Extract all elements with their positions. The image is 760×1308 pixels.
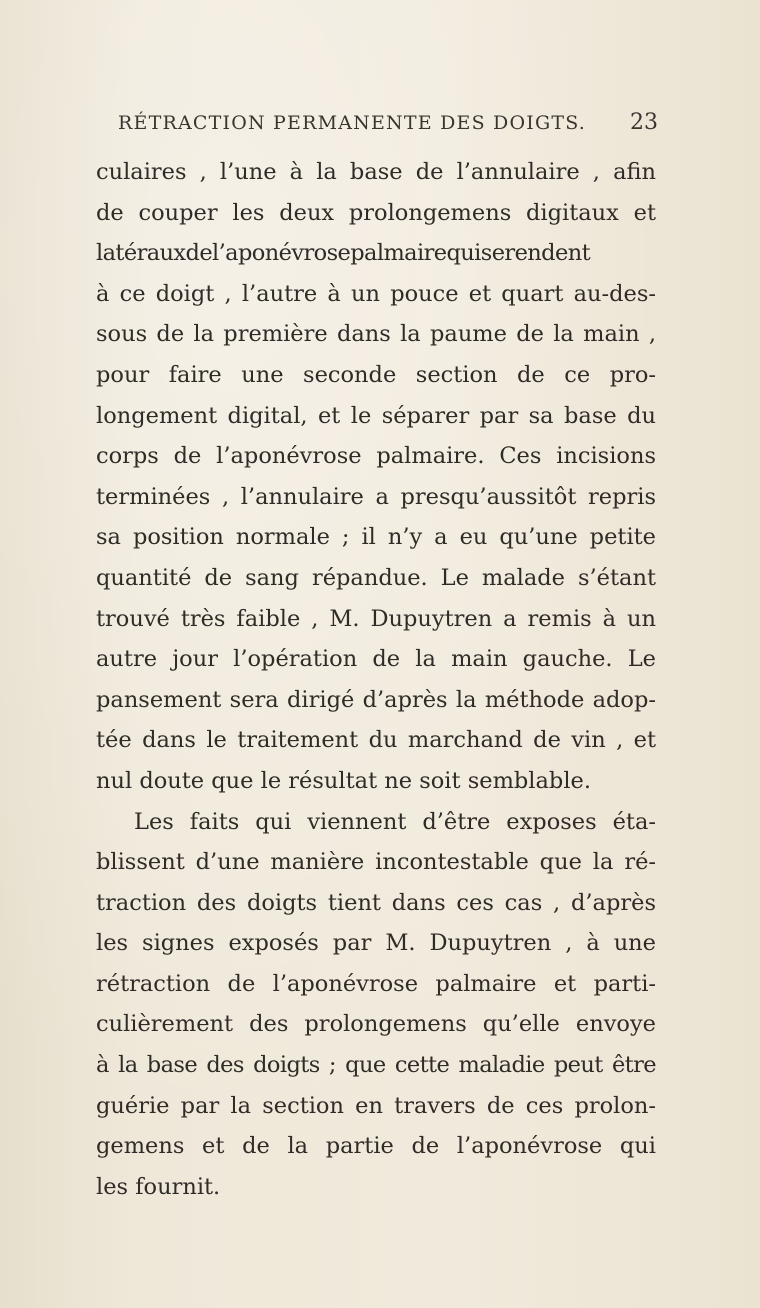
text-line: culièrement des prolongemens qu’elle envoye bbox=[96, 1011, 656, 1038]
text-line: sa position normale ; il n’y a eu qu’une petite bbox=[96, 524, 656, 551]
page-header bbox=[118, 110, 658, 144]
text-line: corps de l’aponévrose palmaire. Ces incisions bbox=[96, 443, 656, 470]
text-line: rétraction de l’aponévrose palmaire et parti- bbox=[96, 970, 656, 997]
text-line: nul doute que le résultat ne soit semblable. bbox=[96, 767, 591, 794]
text-line: autre jour l’opération de la main gauche. Le bbox=[96, 646, 656, 673]
text-line: longement digital, et le séparer par sa base du bbox=[96, 402, 656, 429]
text-line: pour faire une seconde section de ce pro- bbox=[96, 361, 656, 388]
text-line: à la base des doigts ; que cette maladie peut être bbox=[96, 1052, 656, 1079]
text-line: traction des doigts tient dans ces cas , d’après bbox=[96, 889, 656, 916]
text-line: les fournit. bbox=[96, 1173, 221, 1200]
text-line: Les faits qui viennent d’être exposes éta- bbox=[134, 808, 656, 835]
text-line: terminées , l’annulaire a presqu’aussitôt repris bbox=[96, 483, 656, 510]
text-line: sous de la première dans la paume de la main , bbox=[96, 321, 656, 348]
text-line: gemens et de la partie de l’aponévrose qui bbox=[96, 1133, 656, 1160]
text-line: pansement sera dirigé d’après la méthode adop- bbox=[96, 686, 656, 713]
text-line: de couper les deux prolongemens digitaux et bbox=[96, 199, 656, 226]
text-line: guérie par la section en travers de ces prolon- bbox=[96, 1092, 656, 1119]
running-title: RÉTRACTION PERMANENTE DES DOIGTS. bbox=[118, 112, 586, 134]
page-number: 23 bbox=[630, 110, 658, 135]
text-line: tée dans le traitement du marchand de vin , et bbox=[96, 727, 656, 754]
body-text bbox=[96, 152, 656, 1207]
text-line: les signes exposés par M. Dupuytren , à une bbox=[96, 930, 656, 957]
text-line: latérauxdel’aponévrosepalmairequiserendent bbox=[96, 240, 591, 267]
text-line: culaires , l’une à la base de l’annulaire , afin bbox=[96, 159, 656, 185]
text-line: quantité de sang répandue. Le malade s’étant bbox=[96, 564, 656, 591]
text-line: trouvé très faible , M. Dupuytren a remis à un bbox=[96, 605, 656, 632]
text-line: blissent d’une manière incontestable que la ré- bbox=[96, 849, 656, 876]
text-line: à ce doigt , l’autre à un pouce et quart au-des- bbox=[96, 280, 656, 307]
